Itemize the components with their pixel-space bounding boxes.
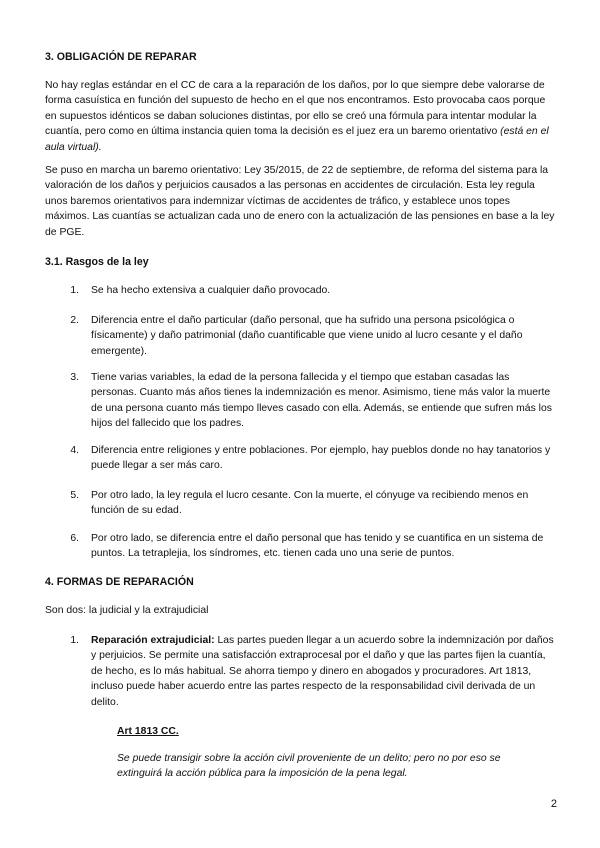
list-item-text: Por otro lado, la ley regula el lucro cesante. Con la muerte, el cónyuge va recibiendo menos en función de su edad. [91,490,529,517]
list-item-text [91,633,557,710]
list-item-number: 1. [70,285,79,296]
list-item-text: Se ha hecho extensiva a cualquier daño provocado. [91,285,331,296]
article-reference [117,724,179,739]
section-3-1-heading: 3.1. Rasgos de la ley [45,256,149,268]
paragraph-1-italic-note: (está en el aula virtual). [45,126,549,153]
list-item-number: 5. [70,490,79,501]
section-3-paragraph-1 [45,78,557,155]
list-item-number: 6. [70,533,79,544]
list-item-bold-label: Reparación extrajudicial: [91,635,215,646]
list-item-text: Diferencia entre religiones y entre poblaciones. Por ejemplo, hay pueblos donde no hay tanatorios y puede llegar a ser más caro. [91,445,551,472]
section-4-intro: Son dos: la judicial y la extrajudicial [45,605,209,616]
section-4-heading: 4. FORMAS DE REPARACIÓN [45,576,194,588]
page-number: 2 [550,798,557,810]
article-reference-link[interactable]: Art 1813 CC [117,726,176,737]
list-item-text: Diferencia entre el daño particular (daño personal, que ha sufrido una persona psicológica o físicamente) y daño patrimonial (daño cuantificable que viene unido al lucro cesante y el daño emergente). [91,315,523,357]
section-3-heading: 3. OBLIGACIÓN DE REPARAR [45,51,197,63]
list-item-text: Por otro lado, se diferencia entre el daño personal que has tenido y se cuantifica en un sistema de puntos. La tetraplejia, los síndromes, etc. tienen cada uno una serie de puntos. [91,533,544,560]
article-reference-dot: . [175,726,179,737]
list-item-text: Tiene varias variables, la edad de la persona fallecida y el tiempo que estaban casadas las personas. Cuanto más años tienes la indemnización es menor. Asimismo, tiene más valor la muerte de una persona cuanto más tiempo lleves casado con ella. Además, se entiende que sufren más los hijos del fallecido que los padres. [91,372,552,430]
list-item-body: Las partes pueden llegar a un acuerdo sobre la indemnización por daños y perjuicios. Se permite una satisfacción extraprocesal por el daño y que las partes fijen la cuantía, de hecho, es lo más habitual. Se ahorra tiempo y dinero en abogados y procuradores. Art 1813, incluso puede haber acuerdo entre las partes respecto de la responsabilidad civil derivada de un delito. [91,635,554,708]
section-3-paragraph-2: Se puso en marcha un baremo orientativo: Ley 35/2015, de 22 de septiembre, de reforma del sistema para la valoración de los daños y perjuicios causados a las personas en accidentes de circulación. Esta ley regula unos baremos orientativos para indemnizar víctimas de accidentes de tráfico, y establece unos topes máximos. Las cuantías se actualizan cada uno de enero con la actualización de las pensiones en base a la ley de PGE. [45,165,555,238]
list-item-number: 1. [70,635,79,646]
list-item-number: 4. [70,445,79,456]
list-item-number: 3. [70,372,79,383]
article-quote: Se puede transigir sobre la acción civil proveniente de un delito; pero no por eso se extinguirá la acción pública para la imposición de la pena legal. [117,753,501,780]
list-item-number: 2. [70,315,79,326]
paragraph-1-text: No hay reglas estándar en el CC de cara a la reparación de los daños, por lo que siempre debe valorarse de forma casuística en función del supuesto de hecho en el que nos encontramos. Esto provocaba caos porque en supuestos idénticos se daban soluciones distintas, por ello se creó una fórmula para intentar modular la cuantía, pero como en última instancia quien toma la decisión es el juez era un baremo orientativo [45,80,546,138]
